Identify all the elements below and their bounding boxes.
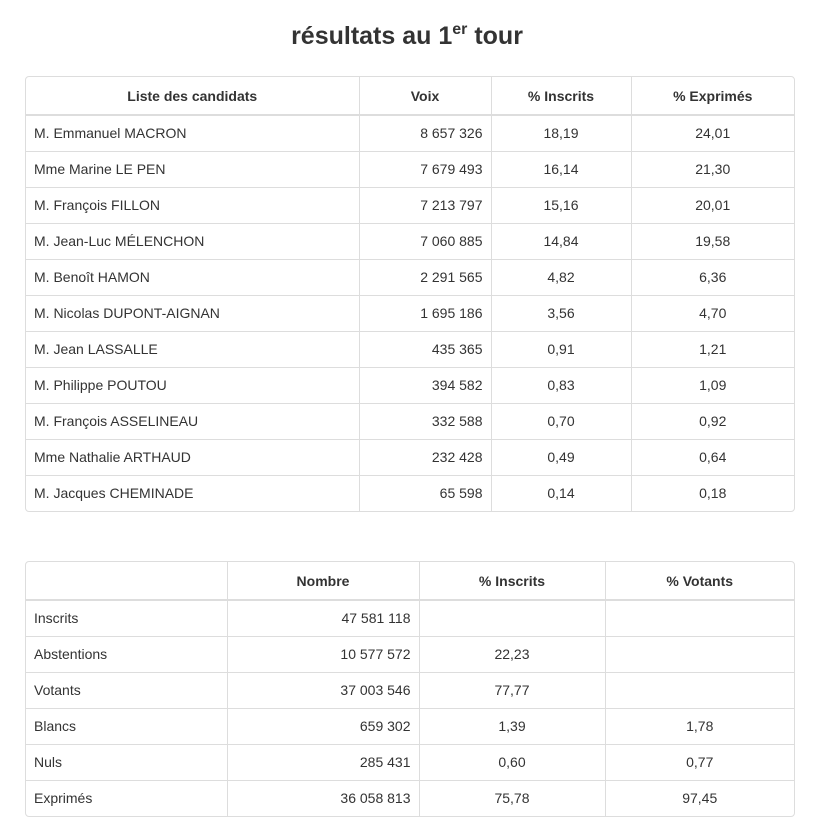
pct-votants-cell: 97,45 bbox=[605, 780, 794, 816]
candidate-name-cell: Mme Nathalie ARTHAUD bbox=[26, 439, 359, 475]
table-row bbox=[26, 331, 794, 367]
table-row bbox=[26, 780, 794, 816]
table-row bbox=[26, 187, 794, 223]
table-row bbox=[26, 403, 794, 439]
pct-inscrits-cell: 15,16 bbox=[491, 187, 631, 223]
header-nombre: Nombre bbox=[227, 562, 419, 600]
summary-table-container bbox=[25, 561, 795, 817]
category-cell: Blancs bbox=[26, 708, 227, 744]
header-pct-inscrits: % Inscrits bbox=[419, 562, 605, 600]
nombre-cell: 37 003 546 bbox=[227, 672, 419, 708]
candidate-name-cell: M. Emmanuel MACRON bbox=[26, 115, 359, 151]
category-cell: Inscrits bbox=[26, 600, 227, 636]
pct-votants-cell: 0,77 bbox=[605, 744, 794, 780]
voix-cell: 232 428 bbox=[359, 439, 491, 475]
pct-inscrits-cell: 1,39 bbox=[419, 708, 605, 744]
pct-inscrits-cell: 4,82 bbox=[491, 259, 631, 295]
title-rest: tour bbox=[467, 22, 523, 50]
pct-votants-cell bbox=[605, 600, 794, 636]
header-pct-exprimes: % Exprimés bbox=[673, 87, 753, 104]
pct-exprimes-cell: 1,09 bbox=[631, 367, 794, 403]
candidate-name-cell: M. Jean-Luc MÉLENCHON bbox=[26, 223, 359, 259]
pct-exprimes-cell: 21,30 bbox=[631, 151, 794, 187]
pct-exprimes-cell: 1,21 bbox=[631, 331, 794, 367]
header-pct-votants: % Votants bbox=[666, 572, 734, 589]
voix-cell: 7 213 797 bbox=[359, 187, 491, 223]
pct-votants-cell bbox=[605, 636, 794, 672]
summary-header-row bbox=[26, 562, 794, 600]
summary-body bbox=[26, 600, 794, 816]
table-row bbox=[26, 672, 794, 708]
voix-cell: 7 060 885 bbox=[359, 223, 491, 259]
table-row bbox=[26, 259, 794, 295]
voix-cell: 8 657 326 bbox=[359, 115, 491, 151]
pct-inscrits-cell: 16,14 bbox=[491, 151, 631, 187]
title-superscript: er bbox=[452, 21, 468, 38]
candidate-name-cell: M. Philippe POUTOU bbox=[26, 367, 359, 403]
pct-exprimes-cell: 24,01 bbox=[631, 115, 794, 151]
table-row bbox=[26, 223, 794, 259]
candidate-name-cell: Mme Marine LE PEN bbox=[26, 151, 359, 187]
table-row bbox=[26, 367, 794, 403]
pct-exprimes-cell: 19,58 bbox=[631, 223, 794, 259]
pct-inscrits-cell bbox=[419, 600, 605, 636]
candidate-name-cell: M. Jacques CHEMINADE bbox=[26, 475, 359, 511]
voix-cell: 1 695 186 bbox=[359, 295, 491, 331]
pct-votants-cell: 1,78 bbox=[605, 708, 794, 744]
nombre-cell: 659 302 bbox=[227, 708, 419, 744]
pct-inscrits-cell: 3,56 bbox=[491, 295, 631, 331]
category-cell: Votants bbox=[26, 672, 227, 708]
candidates-body bbox=[26, 115, 794, 511]
pct-inscrits-cell: 75,78 bbox=[419, 780, 605, 816]
pct-inscrits-cell: 0,91 bbox=[491, 331, 631, 367]
candidates-table-container bbox=[25, 76, 795, 512]
voix-cell: 394 582 bbox=[359, 367, 491, 403]
pct-inscrits-cell: 22,23 bbox=[419, 636, 605, 672]
table-row bbox=[26, 636, 794, 672]
category-cell: Abstentions bbox=[26, 636, 227, 672]
pct-inscrits-cell: 0,70 bbox=[491, 403, 631, 439]
header-empty bbox=[26, 562, 227, 600]
candidates-table bbox=[26, 77, 794, 511]
header-candidates: Liste des candidats bbox=[26, 77, 359, 115]
table-row bbox=[26, 475, 794, 511]
category-cell: Exprimés bbox=[26, 780, 227, 816]
table-row bbox=[26, 151, 794, 187]
voix-cell: 2 291 565 bbox=[359, 259, 491, 295]
candidates-header-row bbox=[26, 77, 794, 115]
table-row bbox=[26, 439, 794, 475]
nombre-cell: 285 431 bbox=[227, 744, 419, 780]
pct-inscrits-cell: 77,77 bbox=[419, 672, 605, 708]
candidate-name-cell: M. Benoît HAMON bbox=[26, 259, 359, 295]
pct-exprimes-cell: 0,18 bbox=[631, 475, 794, 511]
table-row bbox=[26, 600, 794, 636]
voix-cell: 7 679 493 bbox=[359, 151, 491, 187]
nombre-cell: 47 581 118 bbox=[227, 600, 419, 636]
pct-inscrits-cell: 18,19 bbox=[491, 115, 631, 151]
header-voix: Voix bbox=[359, 77, 491, 115]
pct-inscrits-cell: 0,49 bbox=[491, 439, 631, 475]
candidate-name-cell: M. François FILLON bbox=[26, 187, 359, 223]
candidate-name-cell: M. François ASSELINEAU bbox=[26, 403, 359, 439]
nombre-cell: 36 058 813 bbox=[227, 780, 419, 816]
table-row bbox=[26, 708, 794, 744]
candidate-name-cell: M. Nicolas DUPONT-AIGNAN bbox=[26, 295, 359, 331]
pct-exprimes-cell: 4,70 bbox=[631, 295, 794, 331]
pct-votants-cell bbox=[605, 672, 794, 708]
pct-exprimes-cell: 0,64 bbox=[631, 439, 794, 475]
table-row bbox=[26, 744, 794, 780]
nombre-cell: 10 577 572 bbox=[227, 636, 419, 672]
pct-inscrits-cell: 0,83 bbox=[491, 367, 631, 403]
pct-exprimes-cell: 6,36 bbox=[631, 259, 794, 295]
header-pct-inscrits: % Inscrits bbox=[491, 77, 631, 115]
table-row bbox=[26, 295, 794, 331]
voix-cell: 332 588 bbox=[359, 403, 491, 439]
table-row bbox=[26, 115, 794, 151]
category-cell: Nuls bbox=[26, 744, 227, 780]
pct-exprimes-cell: 0,92 bbox=[631, 403, 794, 439]
pct-inscrits-cell: 0,14 bbox=[491, 475, 631, 511]
voix-cell: 435 365 bbox=[359, 331, 491, 367]
pct-inscrits-cell: 14,84 bbox=[491, 223, 631, 259]
pct-exprimes-cell: 20,01 bbox=[631, 187, 794, 223]
pct-inscrits-cell: 0,60 bbox=[419, 744, 605, 780]
voix-cell: 65 598 bbox=[359, 475, 491, 511]
summary-table bbox=[26, 562, 794, 816]
title-main: résultats au 1 bbox=[291, 22, 453, 50]
page-title bbox=[0, 20, 814, 52]
candidate-name-cell: M. Jean LASSALLE bbox=[26, 331, 359, 367]
